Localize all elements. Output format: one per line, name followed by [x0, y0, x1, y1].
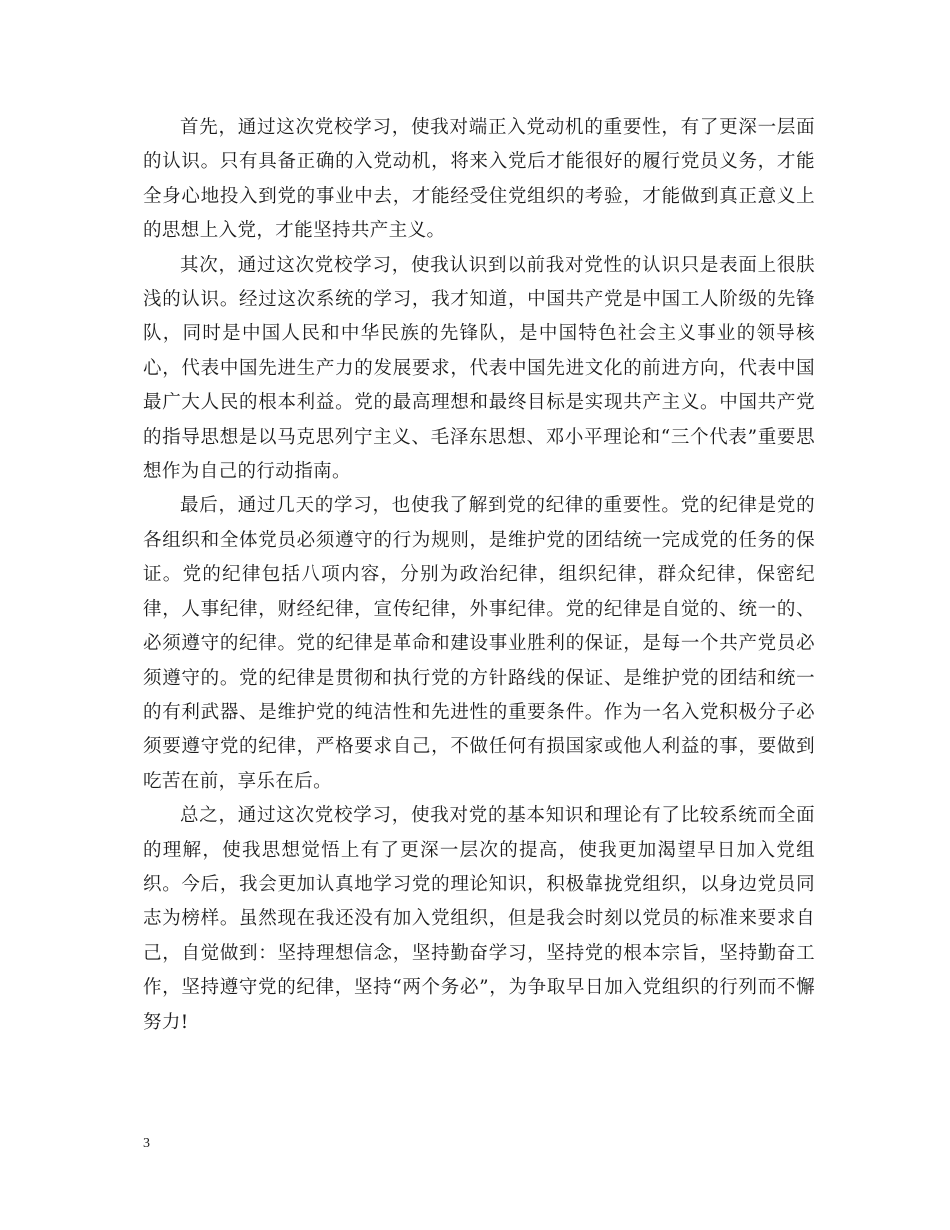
paragraph-second: 其次，通过这次党校学习，使我认识到以前我对党性的认识只是表面上很肤浅的认识。经过这次系统的学习，我才知道，中国共产党是中国工人阶级的先锋队，同时是中国人民和中华民族的先锋队，是中国特色社会主义事业的领导核心，代表中国先进生产力的发展要求，代表中国先进文化的前进方向，代表中国最广大人民的根本利益。党的最高理想和最终目标是实现共产主义。中国共产党的指导思想是以马克思列宁主义、毛泽东思想、邓小平理论和“三个代表”重要思想作为自己的行动指南。: [143, 254, 815, 483]
paragraph-first: 首先，通过这次党校学习，使我对端正入党动机的重要性，有了更深一层面的认识。只有具备正确的入党动机，将来入党后才能很好的履行党员义务，才能全身心地投入到党的事业中去，才能经受住党组织的考验，才能做到真正意义上的思想上入党，才能坚持共产主义。: [143, 117, 815, 242]
paragraph-conclusion: 总之，通过这次党校学习，使我对党的基本知识和理论有了比较系统而全面的理解，使我思想觉悟上有了更深一层次的提高，使我更加渴望早日加入党组织。今后，我会更加认真地学习党的理论知识，积极靠拢党组织，以身边党员同志为榜样。虽然现在我还没有加入党组织，但是我会时刻以党员的标准来要求自己，自觉做到：坚持理想信念，坚持勤奋学习，坚持党的根本宗旨，坚持勤奋工作，坚持遵守党的纪律，坚持“两个务必”，为争取早日加入党组织的行列而不懈努力!: [143, 805, 815, 1033]
document-body: [143, 111, 815, 1040]
page-number: 3: [143, 1136, 150, 1151]
paragraph-third: 最后，通过几天的学习，也使我了解到党的纪律的重要性。党的纪律是党的各组织和全体党员必须遵守的行为规则，是维护党的团结统一完成党的任务的保证。党的纪律包括八项内容，分别为政治纪律，组织纪律，群众纪律，保密纪律，人事纪律，财经纪律，宣传纪律，外事纪律。党的纪律是自觉的、统一的、必须遵守的纪律。党的纪律是革命和建设事业胜利的保证，是每一个共产党员必须遵守的。党的纪律是贯彻和执行党的方针路线的保证、是维护党的团结和统一的有利武器、是维护党的纯洁性和先进性的重要条件。作为一名入党积极分子必须要遵守党的纪律，严格要求自己，不做任何有损国家或他人利益的事，要做到吃苦在前，享乐在后。: [143, 495, 815, 792]
